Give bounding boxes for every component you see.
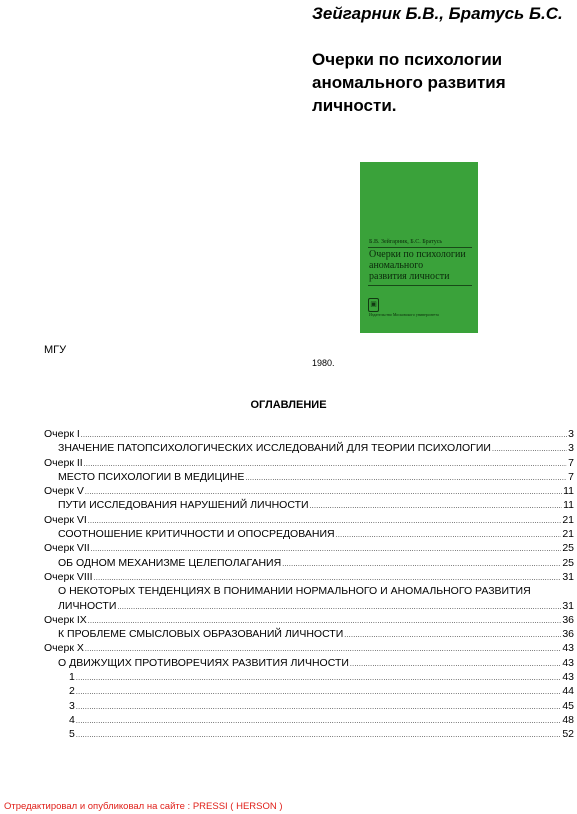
toc-entry-continuation [58, 599, 574, 613]
toc-entry[interactable] [44, 627, 574, 641]
toc-entry-label: Очерк IX [44, 613, 87, 626]
toc-entry[interactable] [44, 441, 574, 455]
toc-dot-leader [350, 658, 561, 672]
toc-page-number: 7 [568, 456, 574, 469]
cover-rule [368, 247, 472, 248]
toc-entry[interactable] [44, 699, 574, 713]
toc-entry-label: ЗНАЧЕНИЕ ПАТОПСИХОЛОГИЧЕСКИХ ИССЛЕДОВАНИЙ ДЛЯ ТЕОРИИ ПСИХОЛОГИИ [58, 442, 491, 455]
publisher-name: МГУ [44, 344, 67, 356]
toc-entry-label: ЛИЧНОСТИ [58, 599, 117, 612]
toc-page-number: 11 [563, 485, 574, 498]
toc-entry-label: Очерк VI [44, 513, 87, 526]
toc-page-number: 45 [562, 699, 574, 712]
toc-entry[interactable] [44, 613, 574, 627]
toc-entry-label: ОБ ОДНОМ МЕХАНИЗМЕ ЦЕЛЕПОЛАГАНИЯ [58, 556, 282, 569]
toc-heading: ОГЛАВЛЕНИЕ [250, 399, 327, 411]
cover-title-line: аномального [369, 260, 424, 271]
toc-entry-label: 4 [69, 713, 75, 726]
toc-entry[interactable] [44, 484, 574, 498]
toc-entry-label: Очерк X [44, 642, 84, 655]
toc-dot-leader [245, 472, 567, 486]
table-of-contents [44, 427, 574, 742]
toc-entry-label: Очерк VIII [44, 570, 93, 583]
cover-title [369, 249, 466, 282]
toc-entry-label: МЕСТО ПСИХОЛОГИИ В МЕДИЦИНЕ [58, 470, 245, 483]
toc-entry[interactable] [44, 584, 574, 613]
toc-page-number: 43 [562, 642, 574, 655]
toc-page-number: 31 [562, 570, 574, 583]
toc-entry-label: Очерк VII [44, 542, 90, 555]
toc-entry-label: О НЕКОТОРЫХ ТЕНДЕНЦИЯХ В ПОНИМАНИИ НОРМАЛЬНОГО И АНОМАЛЬНОГО РАЗВИТИЯ [58, 585, 531, 598]
toc-entry-label: 1 [69, 671, 75, 684]
toc-entry[interactable] [44, 670, 574, 684]
toc-page-number: 11 [563, 499, 574, 512]
toc-page-number: 21 [562, 513, 574, 526]
msu-emblem-icon: ▣ [368, 298, 379, 312]
toc-entry[interactable] [44, 427, 574, 441]
toc-page-number: 48 [562, 713, 574, 726]
toc-entry[interactable] [44, 641, 574, 655]
toc-dot-leader [76, 701, 561, 715]
toc-entry[interactable] [44, 456, 574, 470]
toc-entry[interactable] [44, 556, 574, 570]
cover-authors: Б.В. Зейгарник, Б.С. Братусь [369, 239, 443, 245]
toc-entry[interactable] [44, 513, 574, 527]
toc-entry-label: О ДВИЖУЩИХ ПРОТИВОРЕЧИЯХ РАЗВИТИЯ ЛИЧНОСТИ [58, 656, 349, 669]
toc-dot-leader [76, 686, 561, 700]
toc-page-number: 43 [562, 656, 574, 669]
toc-page-number: 36 [562, 628, 574, 641]
book-title-line: Очерки по психологии [312, 50, 503, 69]
toc-entry[interactable] [44, 570, 574, 584]
cover-publisher: Издательство Московского университета [369, 312, 439, 317]
book-title-line: личности. [312, 96, 397, 115]
book-authors: Зейгарник Б.В., Братусь Б.С. [312, 4, 563, 23]
toc-dot-leader [76, 715, 561, 729]
toc-entry-label: ПУТИ ИССЛЕДОВАНИЯ НАРУШЕНИЙ ЛИЧНОСТИ [58, 499, 309, 512]
toc-entry[interactable] [44, 727, 574, 741]
toc-entry-label: Очерк I [44, 428, 80, 440]
toc-page-number: 7 [568, 470, 574, 483]
toc-entry[interactable] [44, 470, 574, 484]
toc-dot-leader [492, 443, 567, 457]
toc-dot-leader [336, 529, 562, 543]
toc-entry-label: 5 [69, 728, 75, 741]
toc-page-number: 3 [568, 428, 574, 440]
toc-page-number: 31 [562, 599, 574, 612]
toc-dot-leader [282, 558, 561, 572]
toc-page-number: 52 [562, 728, 574, 741]
toc-entry-label: Очерк V [44, 485, 84, 498]
toc-entry[interactable] [44, 527, 574, 541]
toc-page-number: 44 [562, 685, 574, 698]
toc-entry[interactable] [44, 684, 574, 698]
cover-title-line: Очерки по психологии [369, 249, 466, 260]
book-title-line: аномального развития [312, 73, 506, 92]
toc-page-number: 36 [562, 613, 574, 626]
toc-entry-label: СООТНОШЕНИЕ КРИТИЧНОСТИ И ОПОСРЕДОВАНИЯ [58, 528, 335, 541]
toc-page-number: 21 [562, 528, 574, 541]
toc-page-number: 3 [568, 442, 574, 455]
toc-dot-leader [310, 500, 563, 514]
toc-entry-label: 2 [69, 685, 75, 698]
cover-title-line: развития личности [369, 271, 450, 282]
toc-entry[interactable] [44, 541, 574, 555]
toc-dot-leader [344, 629, 561, 643]
toc-entry[interactable] [44, 656, 574, 670]
toc-page-number: 25 [562, 542, 574, 555]
toc-entry-label: 3 [69, 699, 75, 712]
cover-rule [368, 285, 472, 286]
footer-credit: Отредактировал и опубликовал на сайте : PRESSI ( HERSON ) [4, 801, 283, 812]
book-cover-image [360, 162, 478, 333]
toc-entry-label: Очерк II [44, 456, 83, 469]
toc-page-number: 43 [562, 671, 574, 684]
toc-dot-leader [76, 672, 561, 686]
toc-entry[interactable] [44, 713, 574, 727]
book-title [312, 48, 562, 117]
toc-page-number: 25 [562, 556, 574, 569]
publication-year: 1980. [312, 358, 335, 368]
toc-entry[interactable] [44, 498, 574, 512]
toc-dot-leader [76, 729, 561, 743]
toc-dot-leader [117, 601, 561, 615]
toc-entry-label: К ПРОБЛЕМЕ СМЫСЛОВЫХ ОБРАЗОВАНИЙ ЛИЧНОСТИ [58, 628, 344, 641]
